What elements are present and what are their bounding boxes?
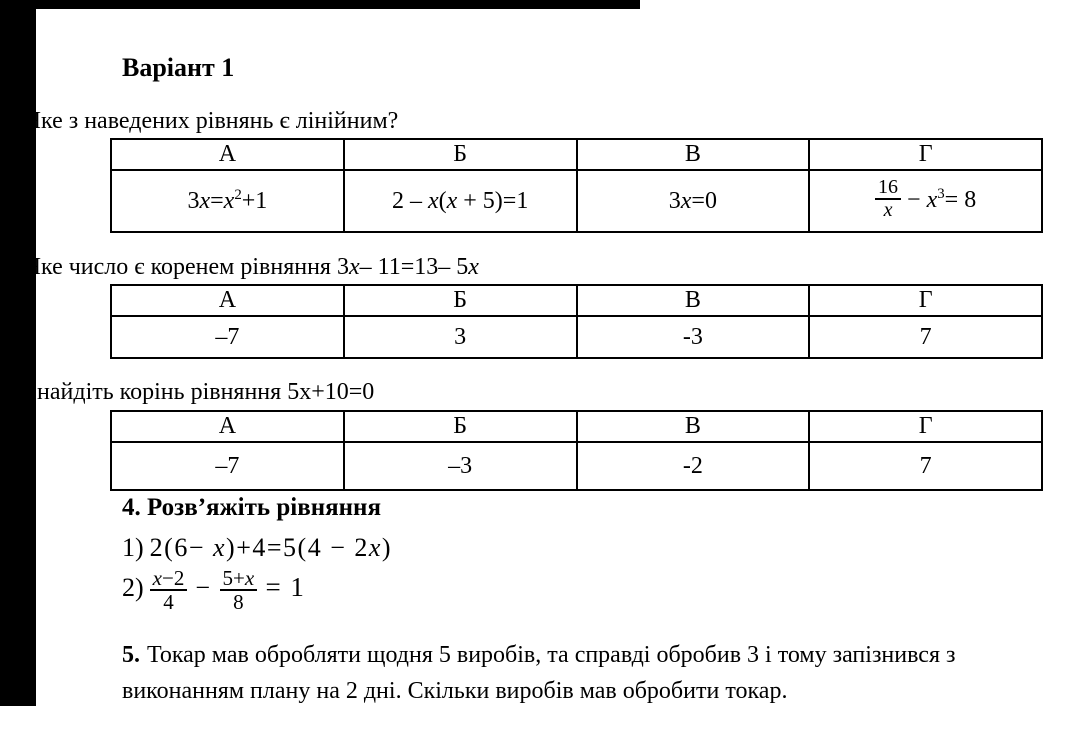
question-5-text: Токар мав обробляти щодня 5 виробів, та справді обробив 3 і тому запізнився з виконанням плану на 2 дні. Скільки виробів мав обробити токар.	[122, 642, 956, 704]
equation-option-g: $\frac{16}{x}$ − $x^3= 8$	[875, 187, 976, 213]
table-1-header-row	[111, 139, 1042, 170]
answer-table-3	[110, 410, 1043, 491]
table-3-header-b: Б	[344, 411, 577, 442]
answer-table-1	[110, 138, 1043, 233]
table-1-header-g: Г	[809, 139, 1042, 170]
answer-table-2	[110, 284, 1043, 359]
equation-1-label: 1)	[122, 533, 144, 562]
table-3-option-g: 7	[809, 442, 1042, 490]
question-2-number: 2.	[0, 254, 18, 280]
table-1-answer-row	[111, 170, 1042, 232]
table-2-header-g: Г	[809, 285, 1042, 316]
table-2-answer-row	[111, 316, 1042, 358]
equation-item-1	[122, 533, 392, 563]
table-3-header-g: Г	[809, 411, 1042, 442]
table-1-header-v: В	[577, 139, 810, 170]
question-3-equation: 5х+10=0	[281, 379, 375, 405]
question-3-text: Знайдіть корінь рівняння	[25, 379, 282, 405]
table-1-option-b	[344, 170, 577, 232]
question-4-text: Розв’яжіть рівняння	[147, 494, 381, 521]
scan-edge-top-bar	[0, 0, 640, 9]
table-1-header-a: А	[111, 139, 344, 170]
table-2-header-row	[111, 285, 1042, 316]
equation-1-body: 2(6− x)+4=5(4 − 2x)	[149, 533, 393, 562]
question-5-number: 5.	[122, 642, 140, 668]
table-1-header-b: Б	[344, 139, 577, 170]
question-3-number: 3.	[0, 379, 18, 405]
equation-2-body: $\frac{x-2}{4}$ − $\frac{5+x}{8}$	[150, 573, 258, 602]
table-2-option-b: 3	[344, 316, 577, 358]
table-1-option-a	[111, 170, 344, 232]
table-3-header-row	[111, 411, 1042, 442]
table-2-option-a: –7	[111, 316, 344, 358]
table-3-option-b: –3	[344, 442, 577, 490]
question-1	[0, 108, 398, 135]
question-2-text: Яке число є коренем рівняння	[25, 254, 331, 280]
table-2-header-a: А	[111, 285, 344, 316]
table-2-option-g: 7	[809, 316, 1042, 358]
question-3	[0, 379, 374, 406]
table-3-option-v: -2	[577, 442, 810, 490]
equation-option-b: 2 – x(x + 5)=1	[391, 187, 529, 214]
variant-title: Варіант 1	[122, 53, 235, 82]
question-2	[0, 254, 479, 281]
table-3-answer-row	[111, 442, 1042, 490]
scan-edge-left-bar	[0, 0, 36, 706]
equation-option-a: $3x=x^2+1$	[187, 186, 268, 214]
table-2-option-v: -3	[577, 316, 810, 358]
table-3-header-v: В	[577, 411, 810, 442]
question-1-number: 1.	[0, 108, 18, 134]
table-3-header-a: А	[111, 411, 344, 442]
question-1-text: Яке з наведених рівнянь є лінійним?	[25, 108, 399, 134]
equation-item-2	[122, 567, 305, 613]
equation-option-v: 3x=0	[668, 187, 717, 214]
equation-2-result: = 1	[257, 572, 306, 603]
question-4-number: 4.	[122, 494, 141, 521]
table-1-option-v	[577, 170, 810, 232]
table-2-header-b: Б	[344, 285, 577, 316]
question-4	[122, 494, 381, 522]
question-2-equation: 3x– 11=13– 5x	[330, 254, 479, 280]
equation-2-label: 2)	[122, 573, 144, 603]
table-2-header-v: В	[577, 285, 810, 316]
question-5	[122, 637, 1060, 709]
table-1-option-g	[809, 170, 1042, 232]
table-3-option-a: –7	[111, 442, 344, 490]
